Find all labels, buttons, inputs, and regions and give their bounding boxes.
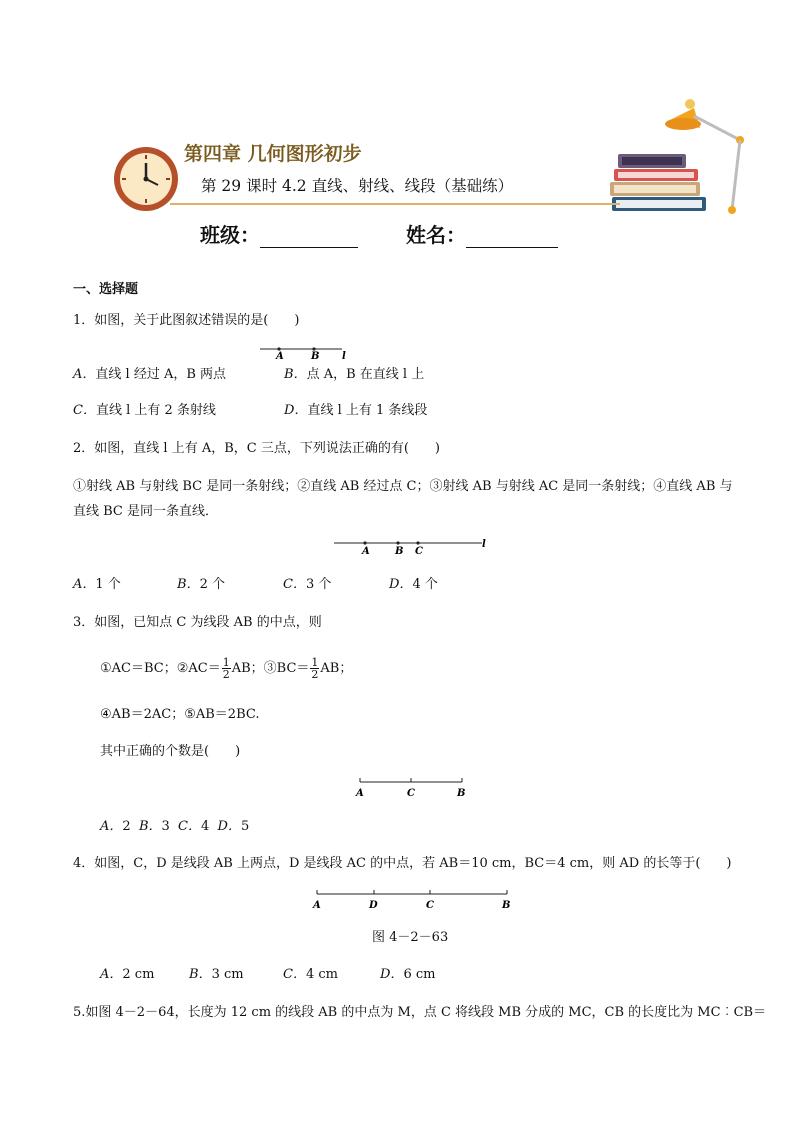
q3-label-c: C: [407, 788, 415, 799]
q3-option-d[interactable]: D．5: [217, 819, 250, 834]
q2-option-b[interactable]: B．2 个: [177, 577, 225, 592]
q2-point-c: [416, 541, 419, 544]
class-field: [200, 219, 358, 248]
q1-label-l: l: [342, 351, 346, 362]
fraction-one-half: $\frac{1}{2}$: [222, 656, 230, 681]
books-icon: [608, 152, 708, 214]
q4-figure-caption: 图 4－2－63: [372, 930, 449, 945]
q4-stem: 4．如图，C，D 是线段 AB 上两点，D 是线段 AC 的中点，若 AB＝10 cm，BC＝4 cm，则 AD 的长等于( ): [73, 856, 732, 871]
class-label: 班级：: [200, 223, 260, 247]
q2-option-d[interactable]: D．4 个: [389, 577, 438, 592]
q5-stem: 5.如图 4－2－64，长度为 12 cm 的线段 AB 的中点为 M，点 C 将线段 MB 分成的 MC，CB 的长度比为 MC︰CB＝: [73, 1005, 767, 1020]
q4-option-c[interactable]: C．4 cm: [283, 967, 338, 982]
q4-label-b: B: [502, 900, 511, 911]
q2-point-a: [363, 541, 366, 544]
name-input-line[interactable]: [466, 227, 558, 248]
q1-option-a[interactable]: A．直线 l 经过 A，B 两点: [73, 367, 227, 382]
header-rule: [170, 203, 620, 205]
q4-option-b[interactable]: B．3 cm: [189, 967, 244, 982]
q4-option-a[interactable]: A．2 cm: [100, 967, 155, 982]
q3-options: [100, 818, 249, 836]
class-input-line[interactable]: [260, 227, 358, 248]
q2-figure: [332, 536, 492, 556]
q1-option-d[interactable]: D．直线 l 上有 1 条线段: [284, 403, 428, 418]
name-field: [406, 219, 558, 248]
q2-point-b: [396, 541, 399, 544]
q1-label-b: B: [311, 351, 320, 362]
q3-option-c[interactable]: C．4: [178, 819, 210, 834]
q4-option-d[interactable]: D．6 cm: [380, 967, 436, 982]
q3-line2: ④AB＝2AC；⑤AB＝2BC.: [100, 707, 260, 722]
name-label: 姓名：: [406, 223, 466, 247]
q4-label-c: C: [426, 900, 434, 911]
q2-option-a[interactable]: A．1 个: [73, 577, 121, 592]
q2-label-a: A: [362, 546, 370, 556]
q3-option-b[interactable]: B．3: [138, 819, 170, 834]
chapter-title: 第四章 几何图形初步: [184, 143, 362, 165]
q2-label-c: C: [415, 546, 423, 556]
q3-line1: ①AC＝BC；②AC＝ $\frac{1}{2}$ AB；③BC＝ $\frac{1}{2}$ AB；: [100, 656, 353, 681]
q3-option-a[interactable]: A．2: [100, 819, 131, 834]
q3-label-b: B: [457, 788, 466, 799]
q1-option-b[interactable]: B．点 A，B 在直线 l 上: [284, 367, 425, 382]
q2-stem: 2．如图，直线 l 上有 A，B，C 三点，下列说法正确的有( ): [73, 441, 440, 456]
q4-figure: [310, 888, 514, 912]
q3-figure: [354, 776, 470, 800]
q3-label-a: A: [356, 788, 364, 799]
q2-body-line2: 直线 BC 是同一条直线．: [73, 504, 219, 519]
q3-line3: 其中正确的个数是( ): [100, 744, 241, 759]
section-title: 一、选择题: [73, 282, 139, 297]
q2-label-l: l: [482, 539, 486, 550]
q1-figure: [256, 342, 356, 362]
q1-stem: 1．如图，关于此图叙述错误的是( ): [73, 313, 300, 328]
q3-stem: 3．如图，已知点 C 为线段 AB 的中点，则: [73, 615, 322, 630]
q1-label-a: A: [276, 351, 284, 362]
q4-label-d: D: [369, 900, 378, 911]
q2-option-c[interactable]: C．3 个: [283, 577, 332, 592]
lesson-title: 第 29 课时 4.2 直线、射线、线段（基础练）: [201, 177, 514, 195]
fraction-one-half-2: $\frac{1}{2}$: [311, 656, 319, 681]
q2-body-line1: ①射线 AB 与射线 BC 是同一条射线；②直线 AB 经过点 C；③射线 AB 与射线 AC 是同一条射线；④直线 AB 与: [73, 479, 733, 494]
q4-label-a: A: [313, 900, 321, 911]
q1-option-c[interactable]: C．直线 l 上有 2 条射线: [73, 403, 216, 418]
q2-label-b: B: [395, 546, 404, 556]
